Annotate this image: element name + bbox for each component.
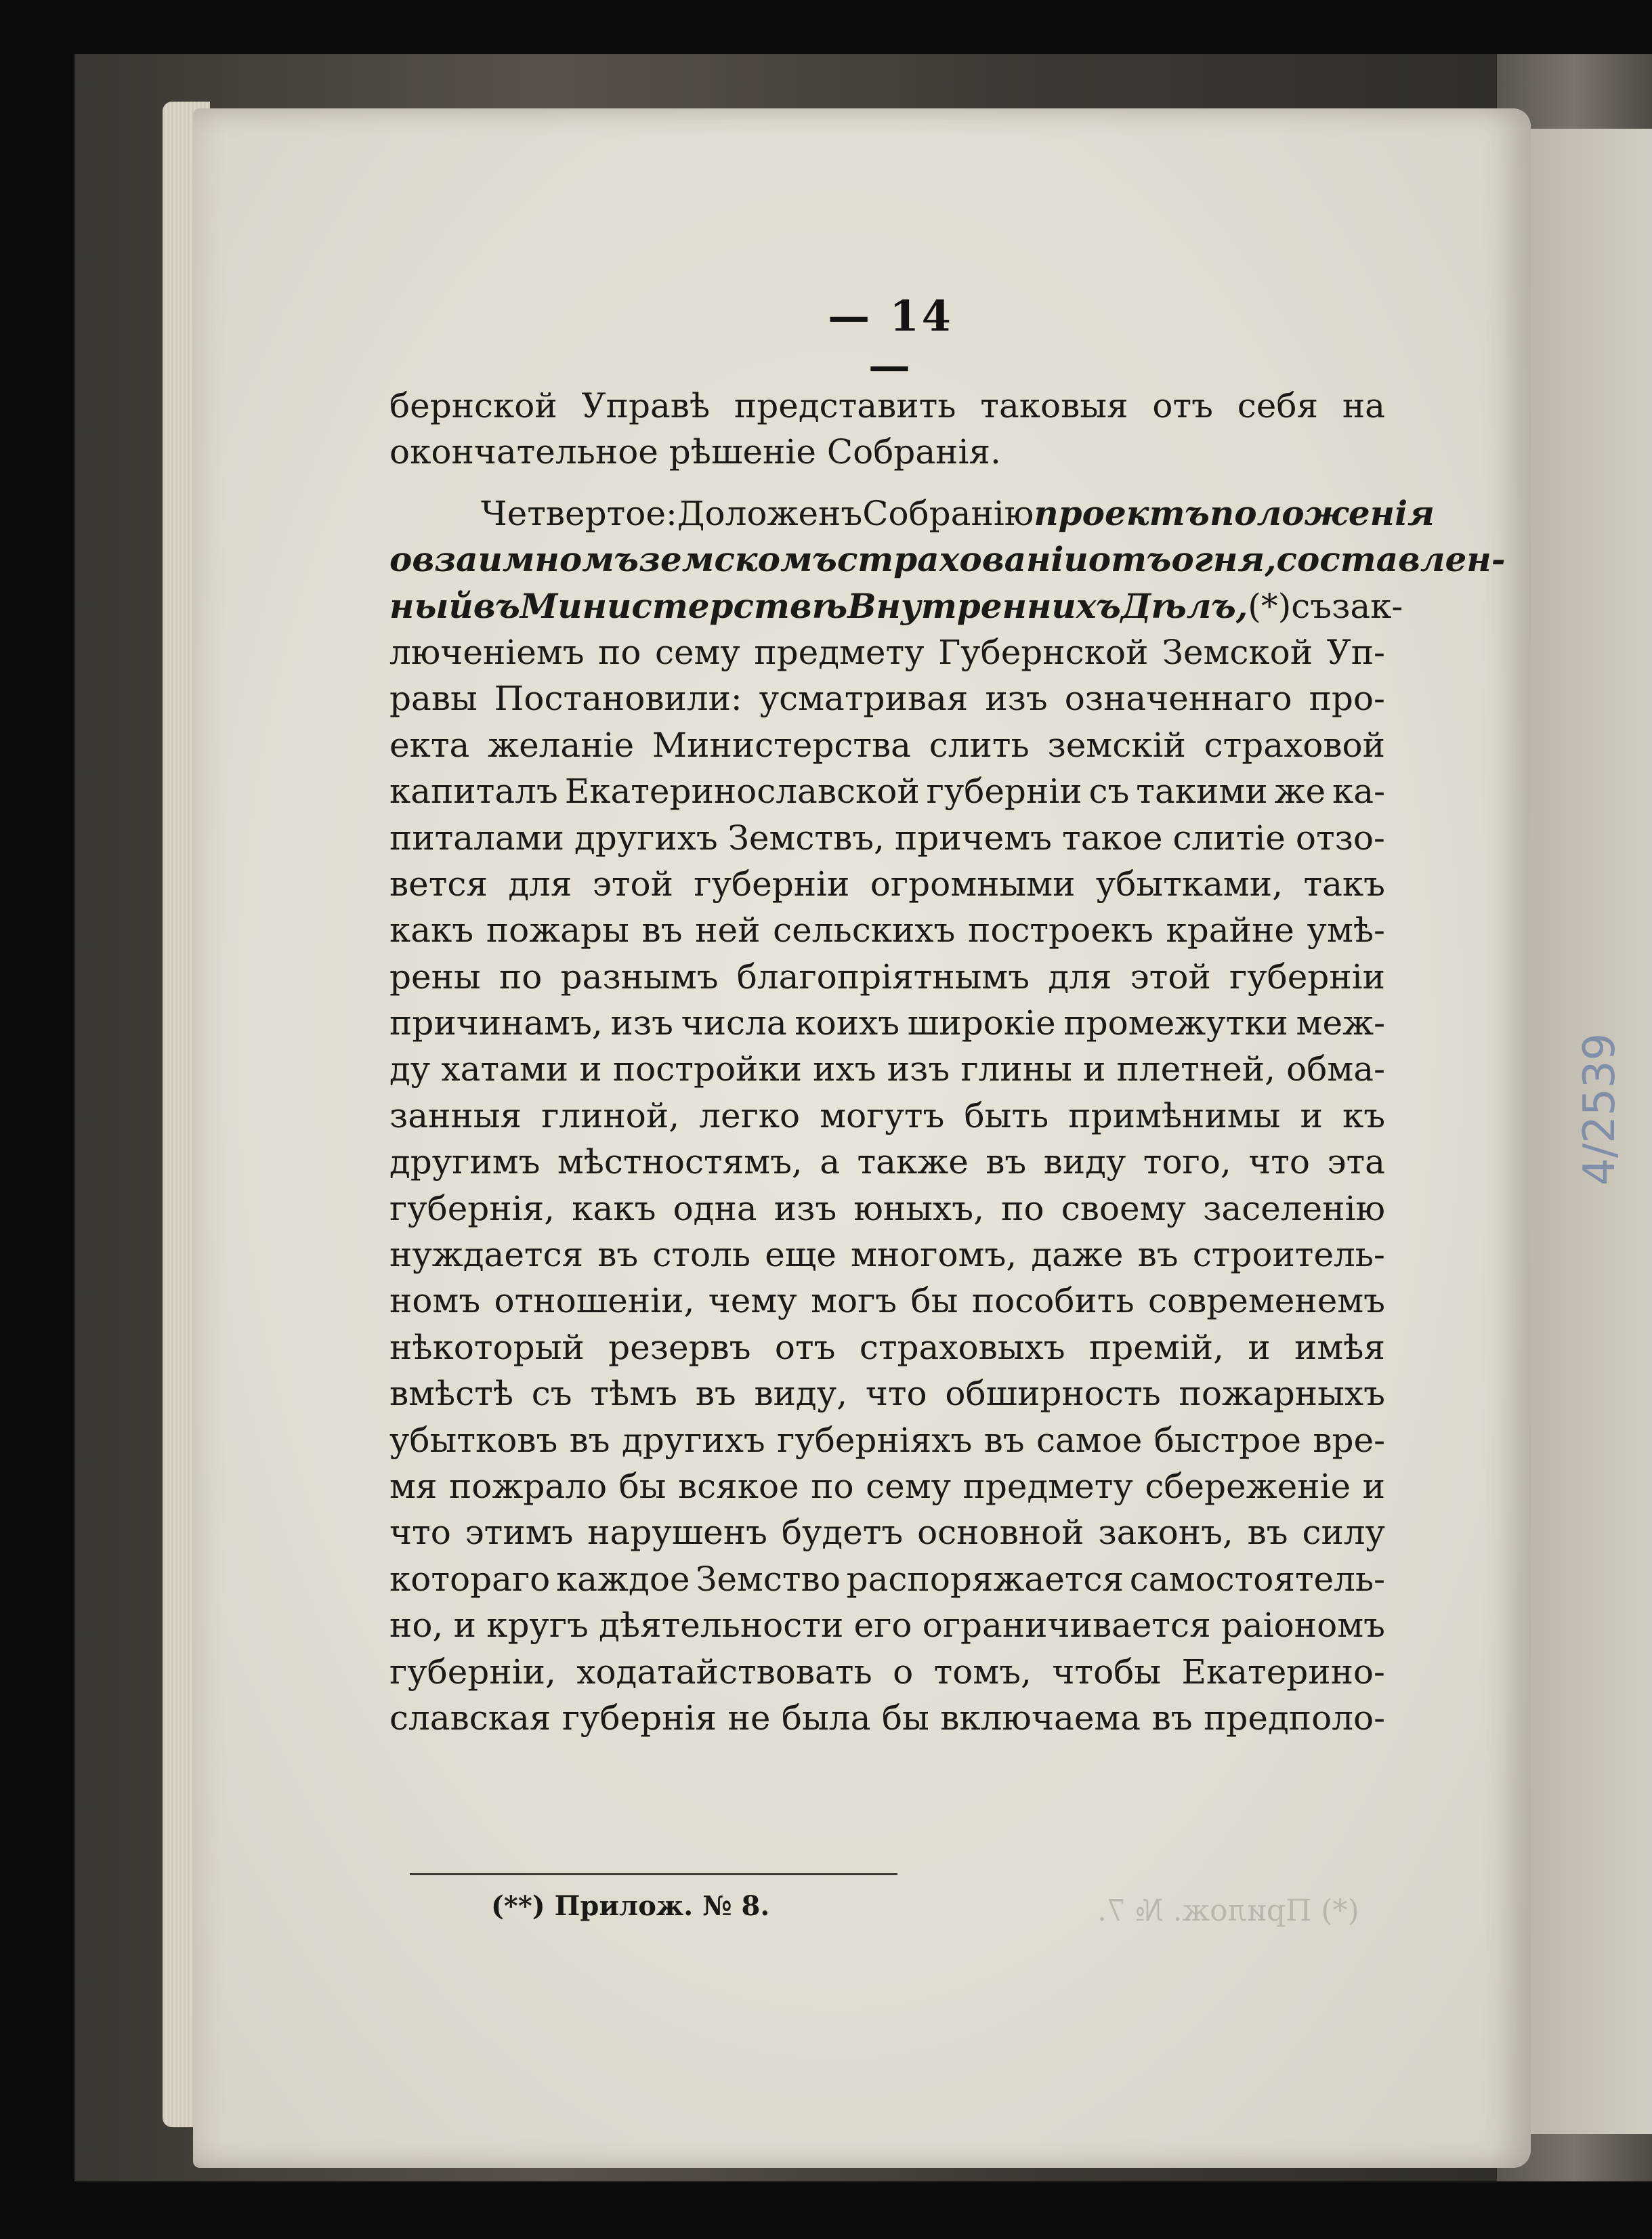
word: нарушенъ [587, 1513, 767, 1553]
word: мя [389, 1466, 438, 1506]
text-line [389, 1093, 1385, 1139]
word: же [1274, 772, 1326, 812]
word: хатами [441, 1049, 569, 1089]
text-line [389, 490, 1435, 537]
text-line [389, 1695, 1385, 1741]
word: огромными [870, 864, 1076, 904]
word: эта [1327, 1142, 1385, 1182]
word: слить [929, 725, 1030, 765]
word: Внутреннихъ [847, 585, 1121, 626]
word: Министерства [652, 725, 911, 765]
word: этой [592, 864, 673, 904]
word: одна [673, 1188, 757, 1228]
word: всякое [678, 1466, 799, 1506]
word: многомъ, [850, 1235, 1017, 1275]
word: построекъ [968, 911, 1153, 950]
word: въ [695, 1374, 736, 1414]
word: его [853, 1606, 912, 1646]
word: вется [389, 864, 488, 904]
word: рены [389, 957, 481, 997]
word: и [1300, 1095, 1323, 1135]
word: глины [960, 1049, 1072, 1089]
text-line [389, 1417, 1385, 1463]
text-line [389, 907, 1385, 953]
word: губерніи [1229, 957, 1385, 997]
word: по [811, 1466, 854, 1506]
word: причинамъ, [389, 1003, 603, 1043]
word: равы [389, 679, 478, 719]
word: екта [389, 725, 470, 765]
word: желаніе [488, 725, 635, 765]
word: виду [1043, 1142, 1126, 1182]
word: основной [917, 1513, 1084, 1553]
word: какъ [572, 1188, 656, 1228]
word: пожарныхъ [1179, 1374, 1385, 1414]
word: ка- [1332, 772, 1385, 812]
word: сельскихъ [773, 911, 956, 950]
footnote-rule [410, 1873, 897, 1875]
word: обма- [1286, 1049, 1385, 1089]
word: чтобы [1052, 1652, 1162, 1692]
word: ихъ [813, 1049, 876, 1089]
text-line [389, 768, 1385, 814]
word: представить [734, 386, 956, 425]
word: сему [654, 632, 740, 672]
word: бы [881, 1698, 929, 1738]
text-line [389, 1324, 1385, 1370]
word: бы [618, 1466, 666, 1506]
word: постройки [612, 1049, 802, 1089]
word: законъ, [1098, 1513, 1233, 1553]
word: Губернской [938, 632, 1149, 672]
word: что [389, 1513, 451, 1553]
word: крайне [1166, 911, 1294, 950]
word: Четвертое: [481, 493, 677, 533]
word: къ [1342, 1095, 1385, 1135]
word: другимъ [389, 1142, 541, 1182]
text-line [389, 861, 1385, 907]
word: бы [910, 1281, 958, 1321]
word: примѣнимы [1068, 1095, 1281, 1135]
word: строитель- [1192, 1235, 1385, 1275]
word: даже [1031, 1235, 1124, 1275]
word: капиталъ [389, 772, 558, 812]
word: губерніи [926, 772, 1082, 812]
word: ограничивается [922, 1606, 1211, 1646]
word: изъ [774, 1188, 837, 1228]
word: проектъ [1034, 493, 1210, 533]
word: земскій [1047, 725, 1186, 765]
word: другихъ [574, 818, 718, 858]
word: въ [986, 1142, 1027, 1182]
word: такъ [1303, 864, 1385, 904]
word: пожрало [448, 1466, 608, 1506]
word: такими [1136, 772, 1268, 812]
word: съ [1291, 586, 1332, 626]
word: губернія, [389, 1188, 555, 1228]
word: страховой [1204, 725, 1385, 765]
word: Управѣ [581, 386, 711, 425]
word: раіономъ [1221, 1606, 1385, 1646]
word: такое [1062, 818, 1163, 858]
word: слитіе [1172, 818, 1286, 858]
word: числа [681, 1003, 787, 1043]
word: въ [597, 1235, 639, 1275]
text-line [389, 1139, 1385, 1185]
word: распоряжается [846, 1559, 1124, 1599]
word: составлен- [1276, 539, 1506, 580]
word: того, [1143, 1142, 1231, 1182]
word: мѣстностямъ, [557, 1142, 803, 1182]
word: сбереженіе [1145, 1466, 1351, 1506]
word: огня, [1171, 539, 1277, 580]
word: себя [1237, 386, 1319, 425]
word: отношеніи, [494, 1281, 695, 1321]
word: своему [1061, 1188, 1186, 1228]
word: современемъ [1148, 1281, 1385, 1321]
word: причемъ [894, 818, 1052, 858]
word: пожары [486, 911, 629, 950]
word: что [865, 1374, 927, 1414]
word: положенія [1209, 493, 1435, 533]
word: и [579, 1049, 602, 1089]
word: о [893, 1652, 914, 1692]
word: по [598, 632, 641, 672]
word: ходатайствовать [576, 1652, 872, 1692]
word: но, [389, 1606, 444, 1646]
text-line [389, 1509, 1385, 1555]
word: взаимномъ [412, 539, 639, 580]
word: премій, [1088, 1327, 1224, 1367]
word: плетней, [1116, 1049, 1275, 1089]
word: Дѣлъ, [1120, 585, 1248, 626]
word: юныхъ, [853, 1188, 984, 1228]
word: Екатерино- [1181, 1652, 1385, 1692]
word: въ [473, 585, 520, 626]
word: и [1248, 1327, 1271, 1367]
word: широкіе [907, 1003, 1056, 1043]
word: Собранію [862, 493, 1034, 533]
word: губерніи [694, 864, 850, 904]
word: вре- [1313, 1420, 1385, 1460]
word: на [1342, 386, 1385, 425]
text-line [389, 1278, 1385, 1324]
word: по [499, 957, 543, 997]
word: также [857, 1142, 969, 1182]
word: въ [1137, 1235, 1179, 1275]
word: ней [695, 911, 761, 950]
word: легко [699, 1095, 801, 1135]
word: сему [866, 1466, 952, 1506]
word: самое [1036, 1420, 1143, 1460]
word: самостоятель- [1129, 1559, 1385, 1599]
word: включаема [940, 1698, 1141, 1738]
word: глиной, [541, 1095, 680, 1135]
word: что [1248, 1142, 1311, 1182]
word: Министерствѣ [520, 585, 848, 626]
word: въ [641, 911, 683, 950]
text-line [389, 675, 1385, 721]
word: означеннаго [1064, 679, 1292, 719]
word: съ [1088, 772, 1130, 812]
word: (*) [1248, 586, 1292, 626]
word: могутъ [820, 1095, 945, 1135]
word: обширность [945, 1374, 1161, 1414]
word: могъ [811, 1281, 897, 1321]
word: предмету [962, 1466, 1133, 1506]
text-line [389, 537, 1506, 583]
word: имѣя [1294, 1327, 1385, 1367]
word: столь [652, 1235, 751, 1275]
word: Уп- [1326, 632, 1385, 672]
footnote: (**) Прилож. № 8. [491, 1890, 770, 1922]
word: силу [1302, 1513, 1385, 1553]
word: Земской [1162, 632, 1313, 672]
library-stamp: 4/2539 [1575, 1032, 1625, 1186]
word: каждое [555, 1559, 690, 1599]
word: по [1001, 1188, 1044, 1228]
word: губернія [562, 1698, 717, 1738]
word: питалами [389, 818, 564, 858]
word: нуждается [389, 1235, 584, 1275]
word: страховыхъ [859, 1327, 1065, 1367]
text-line [389, 429, 1385, 475]
word: въ [569, 1420, 610, 1460]
word: другихъ [621, 1420, 765, 1460]
text-line [389, 583, 1403, 629]
bleed-through-footnote: (*) Прилож. № 7. [1097, 1893, 1359, 1928]
word: ду [389, 1049, 431, 1089]
word: кругъ [486, 1606, 589, 1646]
word: убытками, [1095, 864, 1284, 904]
word: быстрое [1153, 1420, 1301, 1460]
text-line [389, 1000, 1385, 1046]
word: предмету [754, 632, 925, 672]
word: убытковъ [389, 1420, 558, 1460]
word: славская [389, 1698, 551, 1738]
word: разнымъ [560, 957, 719, 997]
word: чему [708, 1281, 797, 1321]
text-line [389, 815, 1385, 861]
text-line [389, 954, 1385, 1000]
word: съ [531, 1374, 572, 1414]
word: и [1362, 1466, 1385, 1506]
word: коихъ [795, 1003, 900, 1043]
word: еще [765, 1235, 836, 1275]
word: а [820, 1142, 841, 1182]
word: не [727, 1698, 771, 1738]
word: зак- [1332, 586, 1403, 626]
body-text [389, 383, 1506, 1741]
word: и [1082, 1049, 1106, 1089]
word: этимъ [465, 1513, 574, 1553]
text-line [389, 1046, 1385, 1092]
word: томъ, [933, 1652, 1032, 1692]
text-line [389, 1370, 1385, 1417]
word: Земствъ, [727, 818, 885, 858]
word: отъ [1088, 539, 1172, 580]
word: резервъ [608, 1327, 751, 1367]
word: дѣятельности [599, 1606, 844, 1646]
word: губерніяхъ [777, 1420, 973, 1460]
word: въ [1151, 1698, 1193, 1738]
word: тѣмъ [590, 1374, 677, 1414]
word: благопріятнымъ [736, 957, 1030, 997]
text-line [389, 1556, 1385, 1602]
word: изъ [985, 679, 1048, 719]
word: таковыя [980, 386, 1128, 425]
text-line [389, 1463, 1385, 1509]
word: нѣкоторый [389, 1327, 585, 1367]
word: окончательное [389, 432, 669, 472]
word: въ [1247, 1513, 1288, 1553]
word: и [453, 1606, 476, 1646]
word: занныя [389, 1095, 522, 1135]
word: этой [1130, 957, 1211, 997]
word: предполо- [1204, 1698, 1385, 1738]
text-line [389, 1649, 1385, 1695]
text-line [389, 1602, 1385, 1648]
word: для [1048, 957, 1112, 997]
word: про- [1309, 679, 1385, 719]
word: пособить [971, 1281, 1135, 1321]
word: изъ [887, 1049, 950, 1089]
word: вмѣстѣ [389, 1374, 514, 1414]
word: губерніи, [389, 1652, 556, 1692]
word: котораго [389, 1559, 551, 1599]
word: меж- [1296, 1003, 1385, 1043]
word: люченіемъ [389, 632, 585, 672]
text-line [389, 629, 1385, 675]
word: Земство [696, 1559, 841, 1599]
word: номъ [389, 1281, 481, 1321]
word: промежутки [1063, 1003, 1288, 1043]
word: Доложенъ [677, 493, 863, 533]
word: Постановили: [494, 679, 742, 719]
word: какъ [389, 911, 474, 950]
text-line [389, 1186, 1385, 1232]
text-line [389, 383, 1385, 429]
word: будетъ [781, 1513, 904, 1553]
word: отъ [774, 1327, 836, 1367]
word: ный [389, 585, 473, 626]
word: для [508, 864, 572, 904]
word: заселенію [1203, 1188, 1385, 1228]
next-page-strip [1527, 129, 1652, 2134]
word: о [389, 539, 412, 580]
word: усматривая [759, 679, 969, 719]
word: земскомъ [639, 539, 837, 580]
word: Собранія. [826, 432, 1001, 472]
word: бернской [389, 386, 557, 425]
word: быть [964, 1095, 1049, 1135]
word: въ [983, 1420, 1025, 1460]
word: страхованіи [836, 539, 1088, 580]
word: умѣ- [1307, 911, 1385, 950]
word: Екатеринославской [564, 772, 920, 812]
text-line [389, 1232, 1385, 1278]
word: изъ [610, 1003, 673, 1043]
page-number: — 14 — [828, 291, 954, 390]
word: отзо- [1295, 818, 1385, 858]
word: была [781, 1698, 871, 1738]
text-line [389, 722, 1385, 768]
word: отъ [1152, 386, 1213, 425]
word: рѣшеніе [669, 432, 827, 472]
word: виду, [754, 1374, 848, 1414]
